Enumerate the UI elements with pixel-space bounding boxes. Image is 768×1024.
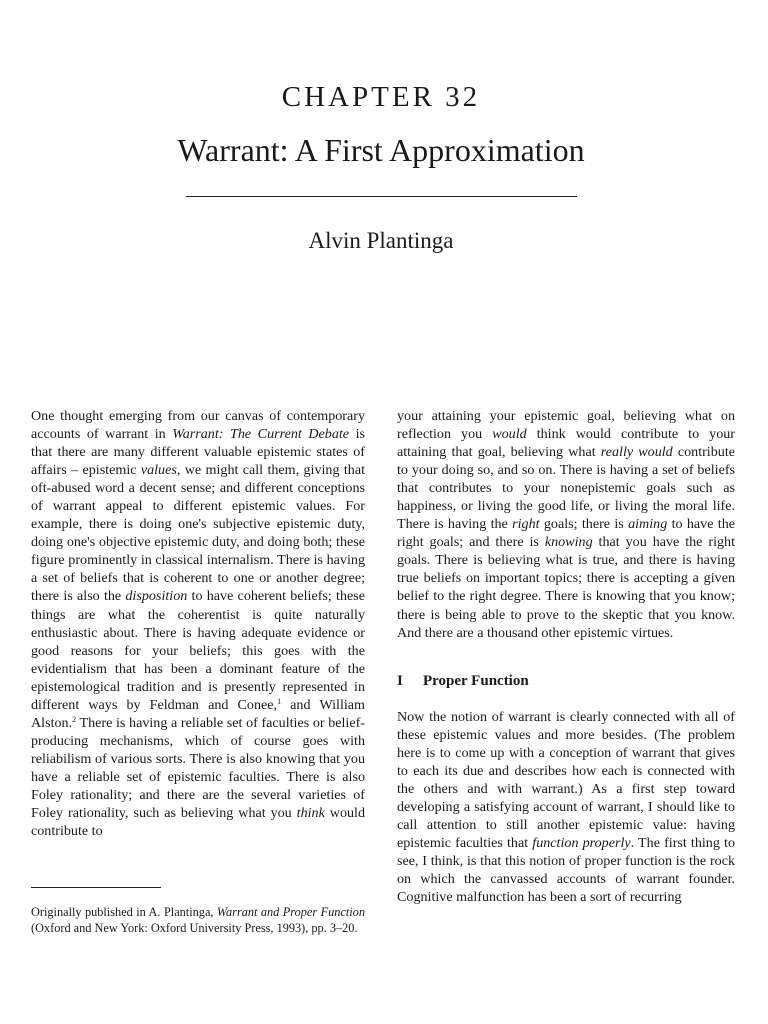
right-column — [397, 407, 735, 906]
footnote: Originally published in A. Plantinga, Warrant and Proper Function (Oxford and New York: Oxford University Press, 1993), pp. 3–20. — [31, 905, 365, 935]
body-paragraph: Now the notion of warrant is clearly connected with all of these epistemic values and more besides. (The problem here is to come up with a conception of warrant that gives to each its due and describes how each is connected with the others and with warrant.) As a first step toward developing a satisfying account of warrant, I should like to call attention to still another epistemic value: having epistemic faculties that function properly. The first thing to see, I think, is that this notion of proper function is the rock on which the canvassed accounts of warrant founder. Cognitive malfunction has been a sort of recurring — [397, 708, 735, 906]
title-divider — [186, 196, 577, 197]
section-number: I — [397, 672, 403, 689]
footnote-ref: 1 — [277, 696, 282, 706]
chapter-number: CHAPTER 32 — [281, 81, 481, 113]
section-title: Proper Function — [423, 672, 529, 689]
body-paragraph: One thought emerging from our canvas of contemporary accounts of warrant in Warrant: The Current Debate is that there are many different valuable epistemic states of affairs – epistemic values, we might call them, giving that oft-abused word a decent sense; and different conceptions of warrant appeal to different epistemic values. For example, there is doing one's subjective epistemic duty, doing one's objective epistemic duty, and doing both; these figure prominently in classical internalism. There is having a set of beliefs that is coherent to one or another degree; there is also the disposition to have coherent beliefs; these things are what the coherentist is quite naturally enthusiastic about. There is having adequate evidence or good reasons for your beliefs; this goes with the evidentialism that has been a dominant feature of the epistemological tradition and is presently represented in different ways by Feldman and Conee,$^1$ and William Alston.$^2$ There is having a reliable set of faculties or belief-producing mechanisms, which of course goes with reliabilism of various sorts. There is also knowing that you have a reliable set of epistemic faculties. There is also Foley rationality; and there are the several varieties of Foley rationality, such as believing what you think would contribute to — [31, 408, 365, 840]
section-heading — [397, 672, 735, 690]
author-name: Alvin Plantinga — [308, 228, 454, 253]
footnote-divider — [31, 887, 161, 888]
body-paragraph: your attaining your epistemic goal, believing what on reflection you would think would contribute to your attaining that goal, believing what really would contribute to your doing so, and so on. There is having a set of beliefs that contributes to your nonepistemic goals such as happiness, or living the good life, or living the moral life. There is having the right goals; there is aiming to have the right goals; and there is knowing that you have the right goals. There is believing what is true, and there is having true beliefs on important topics; there is accepting a given belief to the right degree. There is knowing that you know; there is being able to prove to the skeptic that you know. And there are a thousand other epistemic virtues. — [397, 408, 736, 641]
left-column — [31, 407, 365, 840]
footnote-ref: 2 — [72, 714, 77, 724]
chapter-title: Warrant: A First Approximation — [177, 132, 585, 168]
